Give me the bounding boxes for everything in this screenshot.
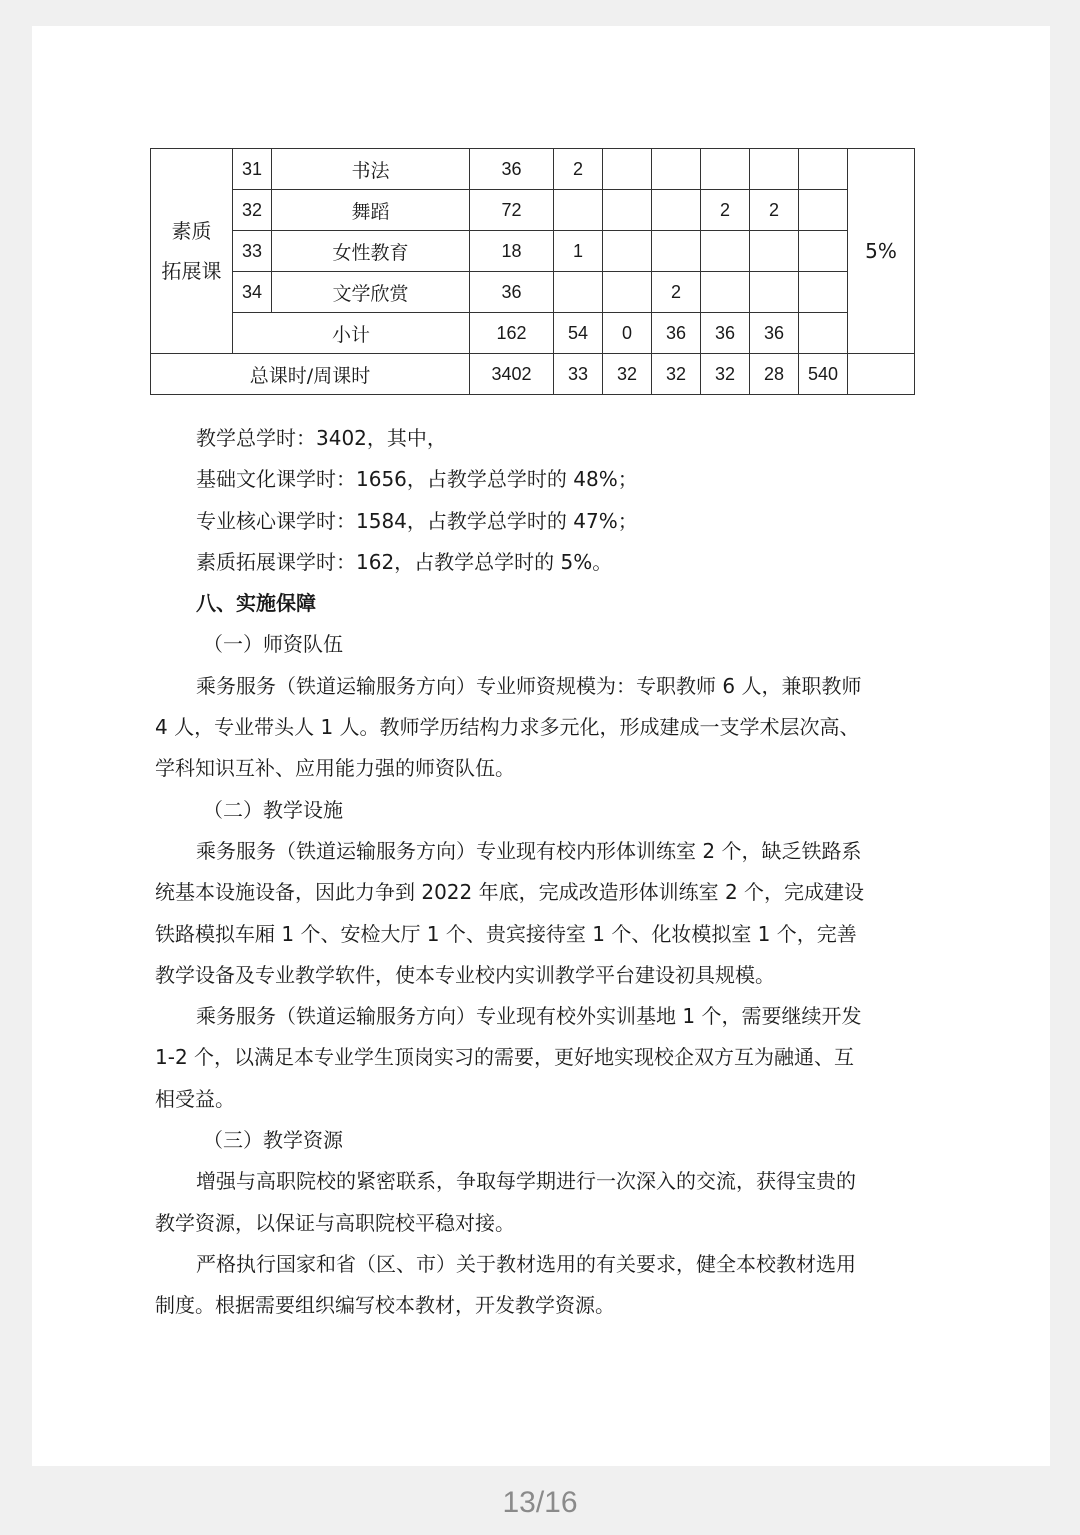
semester-6: 540 <box>799 354 848 395</box>
semester-3: 32 <box>652 354 701 395</box>
paragraph: 教学总学时：3402，其中， <box>196 426 447 450</box>
total-label: 总课时/周课时 <box>151 354 470 395</box>
body-text <box>155 418 867 1327</box>
course-table <box>150 148 915 395</box>
semester-5 <box>750 231 799 272</box>
semester-3 <box>652 190 701 231</box>
semester-6 <box>799 231 848 272</box>
course-number: 32 <box>233 190 272 231</box>
semester-5: 2 <box>750 190 799 231</box>
semester-5 <box>750 272 799 313</box>
table-row <box>151 231 915 272</box>
semester-2: 32 <box>603 354 652 395</box>
semester-4: 36 <box>701 313 750 354</box>
semester-1 <box>554 190 603 231</box>
total-row <box>151 354 915 395</box>
semester-3 <box>652 149 701 190</box>
category-cell: 素质 拓展课 <box>151 149 233 354</box>
semester-5: 28 <box>750 354 799 395</box>
semester-4 <box>701 231 750 272</box>
course-number: 34 <box>233 272 272 313</box>
semester-6 <box>799 190 848 231</box>
paragraph: 专业核心课学时：1584，占教学总学时的 47%； <box>196 508 638 533</box>
subsection-heading: （一）师资队伍 <box>203 632 343 657</box>
semester-4 <box>701 149 750 190</box>
section-heading: 八、实施保障 <box>196 591 316 616</box>
course-hours: 18 <box>470 231 554 272</box>
subtotal-row <box>151 313 915 354</box>
table-row <box>151 149 915 190</box>
semester-2 <box>603 149 652 190</box>
course-name: 书法 <box>272 149 470 190</box>
course-name: 文学欣赏 <box>272 272 470 313</box>
semester-6 <box>799 272 848 313</box>
table-row <box>151 272 915 313</box>
semester-1: 1 <box>554 231 603 272</box>
paragraph: 乘务服务（铁道运输服务方向）专业师资规模为：专职教师 6 人，兼职教师 4 人，专业带头人 1 人。教师学历结构力求多元化，形成建成一支学术层次高、学科知识互补、应用能力强的师资队伍。 <box>155 673 862 781</box>
paragraph: 乘务服务（铁道运输服务方向）专业现有校内形体训练室 2 个，缺乏铁路系统基本设施设备，因此力争到 2022 年底，完成改造形体训练室 2 个，完成建设铁路模拟车厢 1 个、安检大厅 1 个、贵宾接待室 1 个、化妆模拟室 1 个，完善教学设备及专业教学软件，使本专业校内实训教学平台建设初具规模。 <box>155 838 865 987</box>
subsection-heading: （三）教学资源 <box>203 1128 343 1153</box>
course-hours: 36 <box>470 149 554 190</box>
semester-3 <box>652 231 701 272</box>
semester-6 <box>799 149 848 190</box>
course-name: 舞蹈 <box>272 190 470 231</box>
paragraph: 增强与高职院校的紧密联系，争取每学期进行一次深入的交流，获得宝贵的教学资源，以保证与高职院校平稳对接。 <box>155 1169 856 1235</box>
semester-1 <box>554 272 603 313</box>
semester-1: 2 <box>554 149 603 190</box>
subtotal-hours: 162 <box>470 313 554 354</box>
semester-1: 54 <box>554 313 603 354</box>
semester-2: 0 <box>603 313 652 354</box>
course-hours: 36 <box>470 272 554 313</box>
semester-2 <box>603 231 652 272</box>
paragraph: 素质拓展课学时：162，占教学总学时的 5%。 <box>196 549 613 574</box>
total-hours: 3402 <box>470 354 554 395</box>
semester-2 <box>603 190 652 231</box>
semester-2 <box>603 272 652 313</box>
category-share: 5% <box>848 149 915 354</box>
paragraph: 基础文化课学时：1656，占教学总学时的 48%； <box>196 467 638 492</box>
course-number: 31 <box>233 149 272 190</box>
semester-6 <box>799 313 848 354</box>
semester-3: 36 <box>652 313 701 354</box>
subsection-heading: （二）教学设施 <box>203 797 343 822</box>
course-number: 33 <box>233 231 272 272</box>
course-hours: 72 <box>470 190 554 231</box>
semester-5 <box>750 149 799 190</box>
table-row <box>151 190 915 231</box>
semester-4: 2 <box>701 190 750 231</box>
semester-4 <box>701 272 750 313</box>
total-share <box>848 354 915 395</box>
semester-1: 33 <box>554 354 603 395</box>
paragraph: 乘务服务（铁道运输服务方向）专业现有校外实训基地 1 个，需要继续开发 1-2 个，以满足本专业学生顶岗实习的需要，更好地实现校企双方互为融通、互相受益。 <box>155 1004 862 1111</box>
course-name: 女性教育 <box>272 231 470 272</box>
semester-5: 36 <box>750 313 799 354</box>
semester-3: 2 <box>652 272 701 313</box>
subtotal-label: 小计 <box>233 313 470 354</box>
semester-4: 32 <box>701 354 750 395</box>
page-number: 13/16 <box>502 1486 578 1519</box>
paragraph: 严格执行国家和省（区、市）关于教材选用的有关要求，健全本校教材选用制度。根据需要组织编写校本教材，开发教学资源。 <box>155 1251 856 1318</box>
